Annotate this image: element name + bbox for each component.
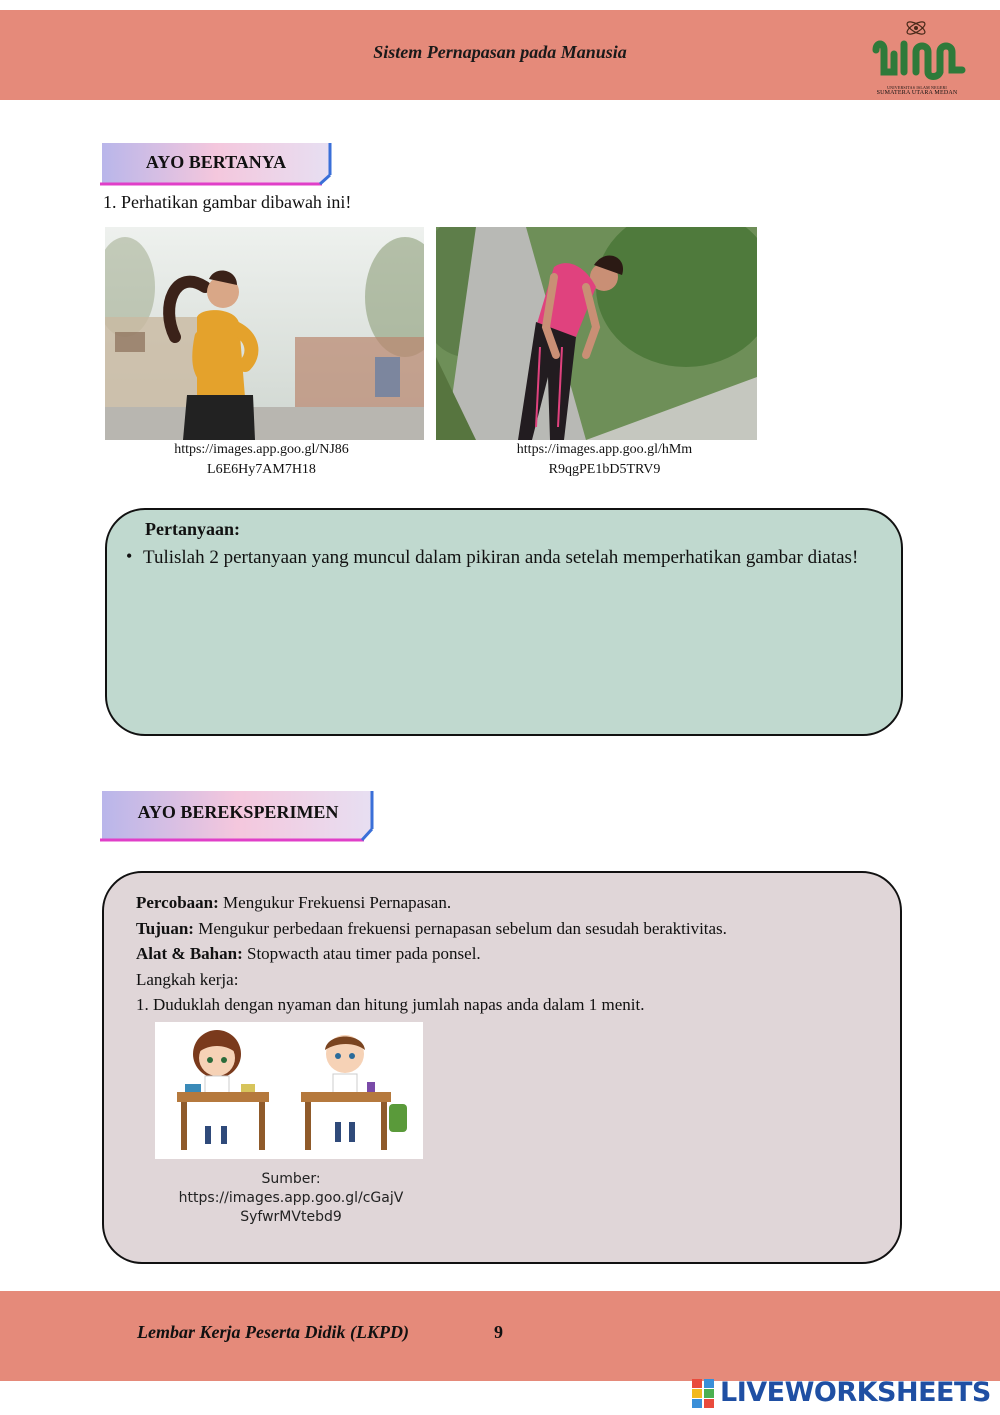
photo-woman-resting xyxy=(436,227,757,440)
photo-woman-running xyxy=(105,227,424,440)
experiment-details xyxy=(136,890,727,1018)
photo1-caption xyxy=(105,440,418,480)
badge-label: AYO BERTANYA xyxy=(145,152,287,172)
experiment-row-alat xyxy=(136,941,727,967)
logo-text: SUMATERA UTARA MEDAN xyxy=(876,90,958,96)
value-tujuan: Mengukur perbedaan frekuensi pernapasan sebelum dan sesudah beraktivitas. xyxy=(193,918,727,938)
photo2-caption-line2: R9qgPE1bD5TRV9 xyxy=(548,462,661,477)
steps-heading: Langkah kerja: xyxy=(136,969,239,989)
liveworksheets-text: LIVEWORKSHEETS xyxy=(720,1377,991,1408)
illustration-source xyxy=(155,1170,427,1227)
badge-label: AYO BEREKSPERIMEN xyxy=(137,802,339,822)
label-alat-bahan: Alat & Bahan: xyxy=(136,944,243,963)
value-alat-bahan: Stopwacth atau timer pada ponsel. xyxy=(242,944,481,963)
source-label: Sumber: xyxy=(261,1171,321,1187)
page-number: 9 xyxy=(494,1322,503,1342)
label-percobaan: Percobaan: xyxy=(136,893,219,912)
question-text: Tulislah 2 pertanyaan yang muncul dalam pikiran anda setelah memperhatikan gambar diatas! xyxy=(143,547,859,568)
badge-ayo-bertanya xyxy=(98,141,334,183)
photo2-caption xyxy=(448,440,761,480)
question-title: Pertanyaan: xyxy=(145,519,240,539)
label-tujuan: Tujuan: xyxy=(136,918,194,938)
logo-subtext: UNIVERSITAS ISLAM NEGERI xyxy=(887,85,947,90)
photo2-caption-line1: https://images.app.goo.gl/hMm xyxy=(516,442,693,457)
photo1-caption-line2: L6E6Hy7AM7H18 xyxy=(207,462,316,477)
experiment-row-percobaan xyxy=(136,890,727,916)
step-1: 1. Duduklah dengan nyaman dan hitung jumlah napas anda dalam 1 menit. xyxy=(136,995,645,1014)
footer-title: Lembar Kerja Peserta Didik (LKPD) xyxy=(137,1322,409,1342)
logo-caption xyxy=(862,85,972,96)
value-percobaan: Mengukur Frekuensi Pernapasan. xyxy=(218,893,452,912)
kids-at-desks-illustration xyxy=(155,1022,423,1159)
experiment-row-tujuan xyxy=(136,916,727,942)
question-box[interactable] xyxy=(105,508,903,736)
badge-ayo-bereksperimen xyxy=(98,789,378,831)
source-url-line1: https://images.app.goo.gl/cGajV xyxy=(178,1190,404,1206)
bullet: • xyxy=(126,546,133,566)
instruction-text: 1. Perhatikan gambar dibawah ini! xyxy=(103,192,352,212)
photo1-caption-line1: https://images.app.goo.gl/NJ86 xyxy=(174,442,349,457)
source-url-line2: SyfwrMVtebd9 xyxy=(240,1209,342,1225)
page-title: Sistem Pernapasan pada Manusia xyxy=(373,42,627,62)
